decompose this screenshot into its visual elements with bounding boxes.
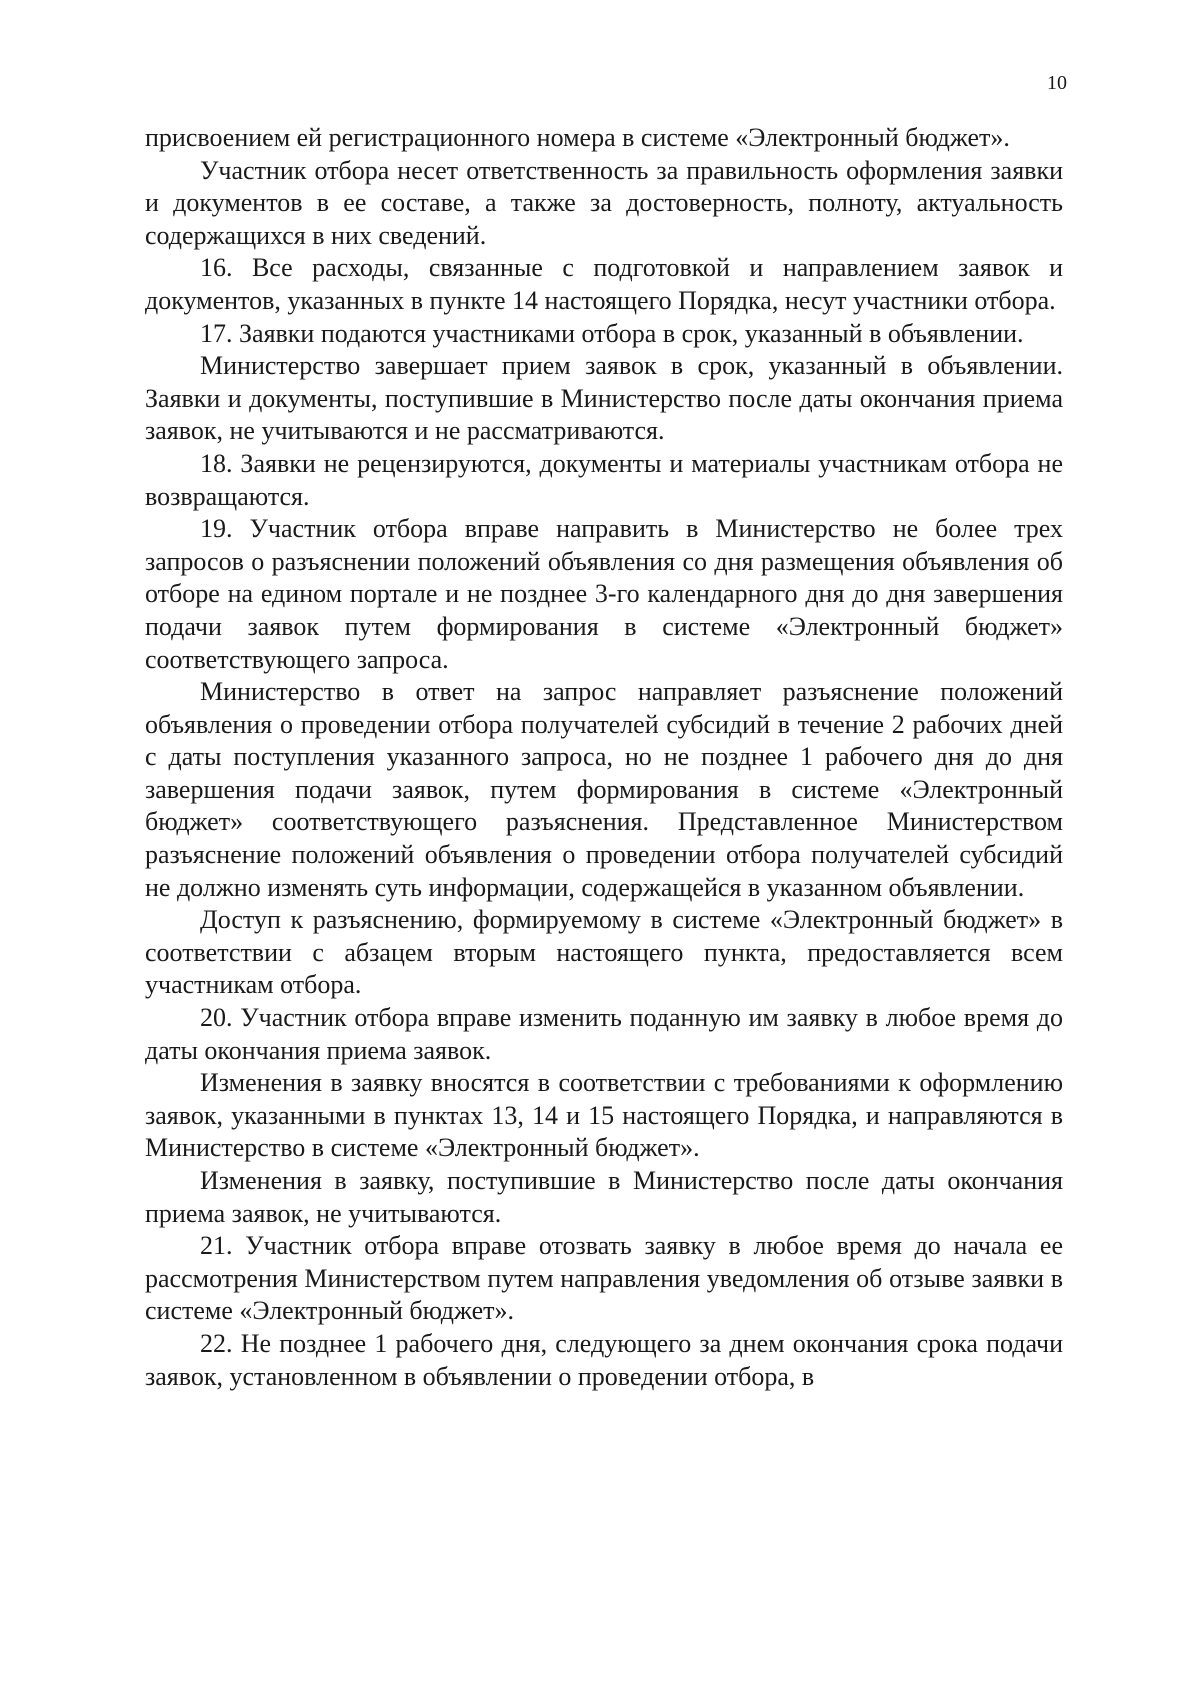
paragraph-item-18: 18. Заявки не рецензируются, документы и материалы участникам отбора не возвращаются. bbox=[145, 448, 1063, 511]
paragraph-item-22: 22. Не позднее 1 рабочего дня, следующего за днем окончания срока подачи заявок, установленном в объявлении о проведении отбора, в bbox=[145, 1328, 1063, 1391]
page-number: 10 bbox=[1047, 72, 1067, 94]
paragraph-changes-requirements: Изменения в заявку вносятся в соответствии с требованиями к оформлению заявок, указанными в пунктах 13, 14 и 15 настоящего Порядка, и направляются в Министерство в системе «Электронный бюджет». bbox=[145, 1068, 1063, 1163]
paragraph-clarification-access: Доступ к разъяснению, формируемому в системе «Электронный бюджет» в соответствии с абзацем вторым настоящего пункта, предоставляется всем участникам отбора. bbox=[145, 905, 1063, 1000]
paragraph-ministry-clarification: Министерство в ответ на запрос направляет разъяснение положений объявления о проведении отбора получателей субсидий в течение 2 рабочих дней с даты поступления указанного запроса, но не позднее 1 рабочего дня до дня завершения подачи заявок, путем формирования в системе «Электронный бюджет» соответствующего разъяснения. Представленное Министерством разъяснение положений объявления о проведении отбора получателей субсидий не должно изменять суть информации, содержащейся в указанном объявлении. bbox=[145, 677, 1063, 902]
paragraph-item-16: 16. Все расходы, связанные с подготовкой и направлением заявок и документов, указанных в пункте 14 настоящего Порядка, несут участники отбора. bbox=[145, 253, 1063, 315]
paragraph-continuation: присвоением ей регистрационного номера в системе «Электронный бюджет». bbox=[145, 123, 1010, 152]
paragraph-item-19: 19. Участник отбора вправе направить в Министерство не более трех запросов о разъяснении положений объявления со дня размещения объявления об отборе на едином портале и не позднее 3-го календарного дня до дня завершения подачи заявок путем формирования в системе «Электронный бюджет» соответствующего запроса. bbox=[145, 514, 1063, 674]
paragraph-item-21: 21. Участник отбора вправе отозвать заявку в любое время до начала ее рассмотрения Министерством путем направления уведомления об отзыве заявки в системе «Электронный бюджет». bbox=[145, 1231, 1063, 1326]
paragraph-item-17: 17. Заявки подаются участниками отбора в срок, указанный в объявлении. bbox=[200, 318, 1024, 348]
paragraph-responsibility: Участник отбора несет ответственность за правильность оформления заявки и документов в ее составе, а также за достоверность, полноту, актуальность содержащихся в них сведений. bbox=[145, 155, 1063, 250]
document-body bbox=[145, 122, 1063, 1393]
paragraph-changes-late: Изменения в заявку, поступившие в Министерство после даты окончания приема заявок, не учитываются. bbox=[145, 1166, 1063, 1228]
paragraph-item-20: 20. Участник отбора вправе изменить поданную им заявку в любое время до даты окончания приема заявок. bbox=[145, 1003, 1063, 1065]
paragraph-ministry-deadline: Министерство завершает прием заявок в срок, указанный в объявлении. Заявки и документы, поступившие в Министерство после даты окончания приема заявок, не учитываются и не рассматриваются. bbox=[145, 351, 1063, 446]
